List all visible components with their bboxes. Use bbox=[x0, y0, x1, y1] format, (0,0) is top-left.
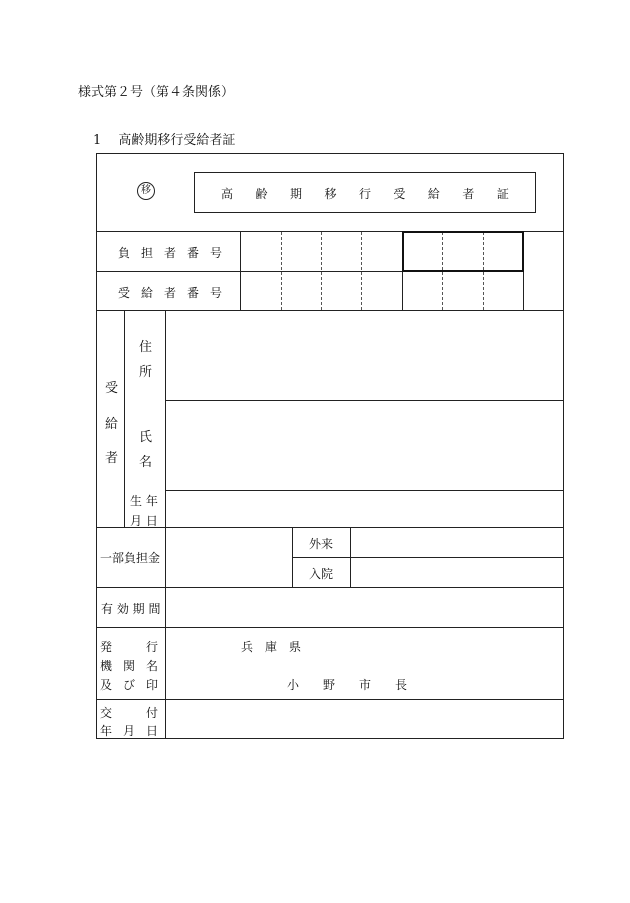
highlighted-digit-box bbox=[402, 231, 524, 272]
burden-number-label: 負 担 者 番 号 bbox=[118, 246, 222, 260]
issuer-label-row-1: 発 行 bbox=[100, 640, 158, 654]
card-title: 高 齢 期 移 行 受 給 者 証 bbox=[221, 187, 509, 201]
name-label-2: 名 bbox=[139, 455, 153, 470]
issuer-label-row-2: 機 関 名 bbox=[100, 659, 158, 673]
issuer-label-row-3: 及 び 印 bbox=[100, 678, 158, 692]
name-label-1: 氏 bbox=[139, 430, 153, 445]
recipient-label-2: 給 bbox=[105, 417, 119, 432]
section-title: 1 高齢期移行受給者証 bbox=[93, 133, 236, 148]
form-number-label: 様式第２号（第４条関係） bbox=[78, 85, 235, 100]
address-field[interactable] bbox=[166, 311, 563, 400]
inpatient-label: 入院 bbox=[309, 567, 334, 581]
address-label-1: 住 bbox=[139, 340, 153, 355]
copay-label: 一部負担金 bbox=[100, 551, 161, 565]
recipient-number-label: 受 給 者 番 号 bbox=[118, 286, 222, 300]
issue-date-label-row-1: 交 付 bbox=[100, 706, 158, 720]
seal-mark: 移 bbox=[137, 182, 155, 200]
validity-label: 有 効 期 間 bbox=[101, 602, 161, 616]
birthdate-field[interactable] bbox=[166, 491, 563, 527]
outpatient-label: 外来 bbox=[309, 537, 334, 551]
name-field[interactable] bbox=[166, 401, 563, 490]
recipient-label-1: 受 bbox=[105, 381, 119, 396]
issuer-city-mayor: 小 野 市 長 bbox=[287, 678, 408, 692]
birthdate-label-2: 月 日 bbox=[130, 514, 158, 528]
recipient-label-3: 者 bbox=[105, 451, 119, 466]
issuer-prefecture: 兵 庫 県 bbox=[241, 640, 302, 654]
birthdate-label-1: 生 年 bbox=[130, 494, 158, 508]
issue-date-label-row-2: 年 月 日 bbox=[100, 724, 158, 738]
address-label-2: 所 bbox=[139, 365, 153, 380]
card-title-box bbox=[194, 172, 536, 213]
